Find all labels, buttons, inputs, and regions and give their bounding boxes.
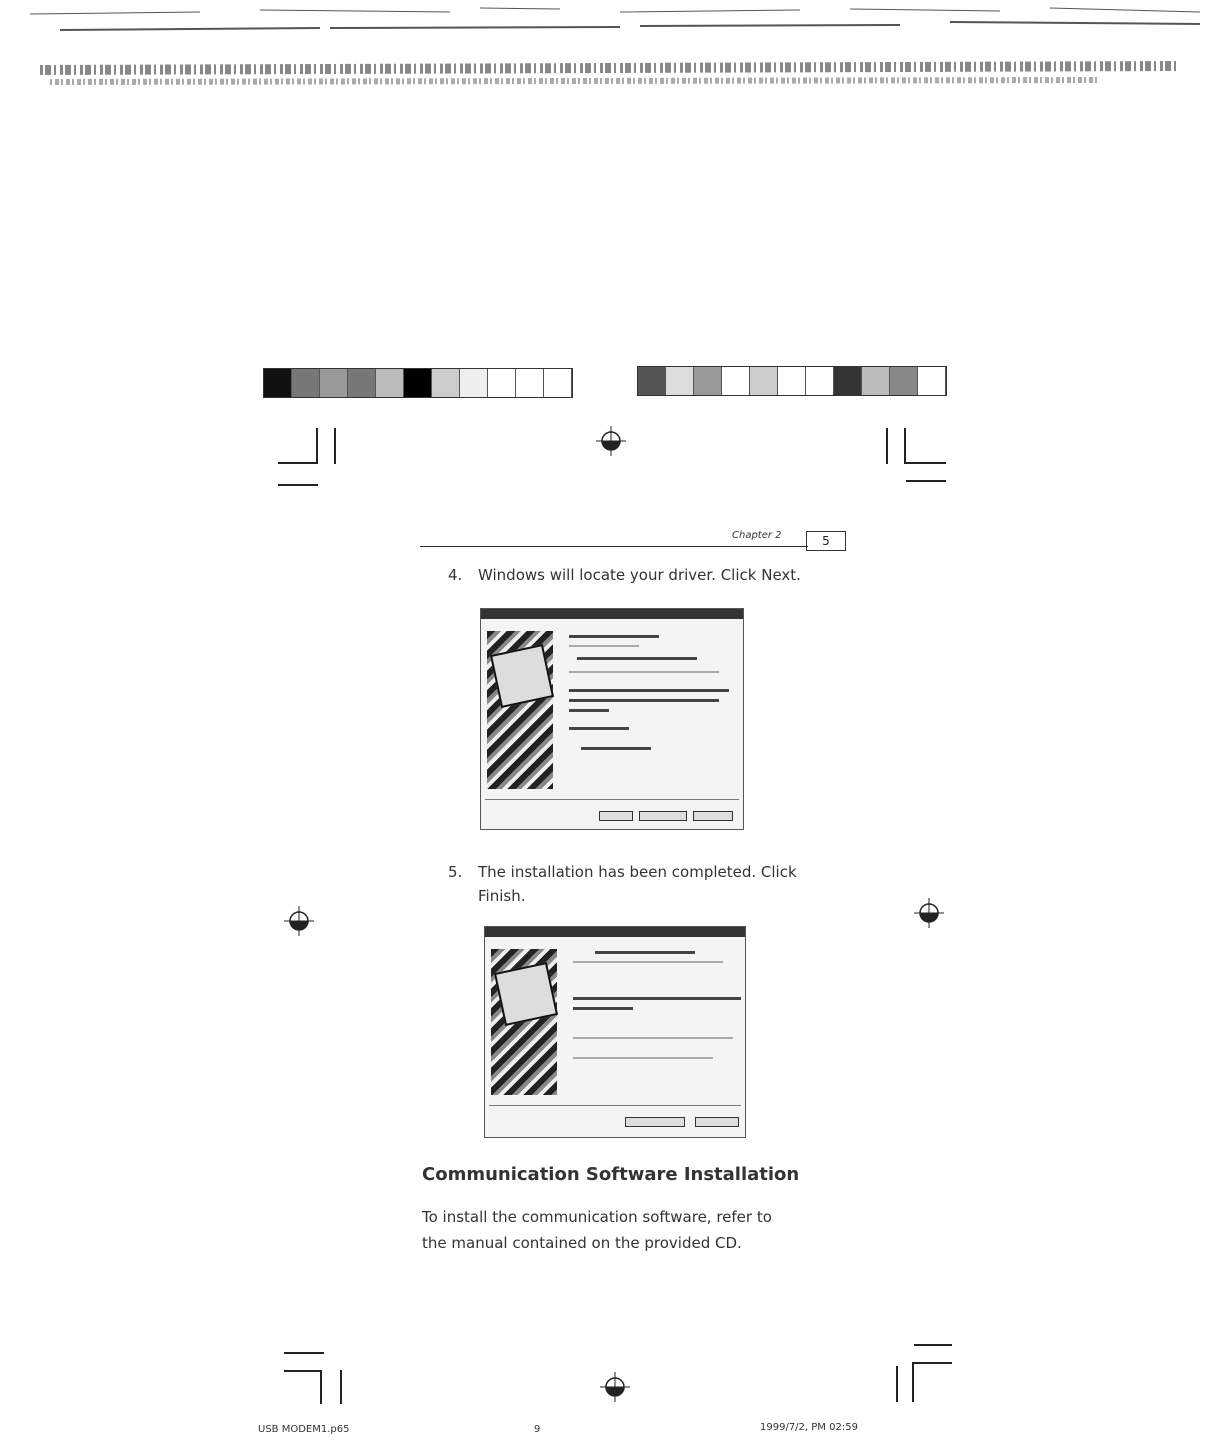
color-swatch [638, 367, 666, 395]
color-swatch [516, 369, 544, 397]
page-number: 5 [806, 531, 846, 551]
text-line [569, 645, 639, 647]
section-body [422, 1204, 772, 1256]
crop-mark [340, 1370, 342, 1404]
text-line [569, 727, 629, 730]
crop-mark [334, 428, 336, 464]
color-swatch [320, 369, 348, 397]
wizard-sidebar-graphic [491, 949, 557, 1095]
step-text: The installation has been completed. Click [478, 863, 797, 881]
step-text: Finish. [478, 887, 526, 905]
color-swatch [404, 369, 432, 397]
wizard-sidebar-graphic [487, 631, 553, 789]
color-swatch [722, 367, 750, 395]
crop-mark [912, 1362, 952, 1364]
crop-mark [904, 428, 906, 464]
cancel-button [693, 811, 733, 821]
registration-mark-icon [284, 906, 314, 936]
color-swatch [750, 367, 778, 395]
color-swatch [694, 367, 722, 395]
modem-emblem-icon [490, 644, 554, 708]
text-line [573, 1057, 713, 1059]
color-swatch [292, 369, 320, 397]
dialog-titlebar [485, 927, 745, 937]
text-line [569, 671, 719, 673]
dialog-separator [485, 799, 739, 800]
crop-mark [320, 1370, 322, 1404]
next-button [639, 811, 687, 821]
modem-emblem-icon [494, 962, 558, 1026]
crop-mark [904, 462, 946, 464]
header-rule [420, 546, 808, 547]
crop-mark [896, 1366, 898, 1402]
crop-mark [316, 428, 318, 464]
text-line [595, 951, 695, 954]
text-line [573, 1007, 633, 1010]
color-bar-right [637, 366, 947, 396]
footer-filename: USB MODEM1.p65 [258, 1424, 350, 1435]
wizard-screenshot-driver-found [480, 608, 744, 830]
text-line [569, 635, 659, 638]
registration-mark-icon [596, 426, 626, 456]
footer-sheet-number: 9 [534, 1424, 541, 1435]
registration-mark-icon [600, 1372, 630, 1402]
step-4 [448, 563, 801, 587]
back-button [599, 811, 633, 821]
crop-mark [284, 1352, 324, 1354]
color-swatch [460, 369, 488, 397]
text-line [577, 657, 697, 660]
crop-mark [278, 484, 318, 486]
step-number: 5. [448, 863, 463, 881]
body-line: To install the communication software, refer to [422, 1208, 772, 1226]
color-swatch [376, 369, 404, 397]
crop-mark [906, 480, 946, 482]
color-swatch [432, 369, 460, 397]
color-swatch [834, 367, 862, 395]
registration-mark-icon [914, 898, 944, 928]
dialog-separator [489, 1105, 741, 1106]
text-line [581, 747, 651, 750]
body-line: the manual contained on the provided CD. [422, 1234, 742, 1252]
color-swatch [264, 369, 292, 397]
crop-mark [284, 1370, 322, 1372]
color-bar-left [263, 368, 573, 398]
crop-mark [914, 1344, 952, 1346]
text-line [569, 699, 719, 702]
dialog-titlebar [481, 609, 743, 619]
chapter-label: Chapter 2 [732, 530, 782, 541]
color-swatch [890, 367, 918, 395]
text-line [573, 961, 723, 963]
footer-timestamp: 1999/7/2, PM 02:59 [760, 1422, 858, 1433]
color-swatch [488, 369, 516, 397]
text-line [569, 689, 729, 692]
step-number: 4. [448, 566, 463, 584]
text-line [573, 997, 741, 1000]
step-text: Windows will locate your driver. Click Next. [478, 566, 801, 584]
color-swatch [544, 369, 572, 397]
wizard-screenshot-install-complete [484, 926, 746, 1138]
finish-button [625, 1117, 685, 1127]
color-swatch [862, 367, 890, 395]
scan-noise-band [0, 0, 1221, 110]
section-heading: Communication Software Installation [422, 1164, 800, 1185]
color-swatch [778, 367, 806, 395]
color-swatch [666, 367, 694, 395]
crop-mark [278, 462, 318, 464]
color-swatch [918, 367, 946, 395]
cancel-button [695, 1117, 739, 1127]
crop-mark [886, 428, 888, 464]
step-5 [448, 860, 797, 908]
color-swatch [348, 369, 376, 397]
text-line [573, 1037, 733, 1039]
crop-mark [912, 1362, 914, 1402]
text-line [569, 709, 609, 712]
color-swatch [806, 367, 834, 395]
